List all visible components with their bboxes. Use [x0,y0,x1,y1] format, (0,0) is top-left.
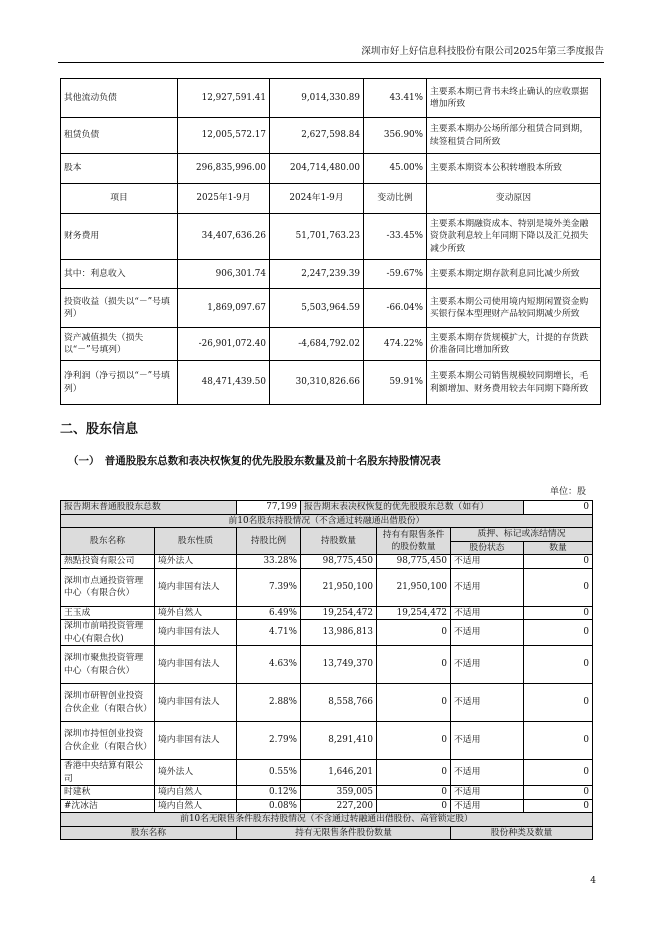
cell-pct: 45.00% [364,154,427,184]
holder-ratio: 4.71% [237,620,301,646]
col-holder-qty: 持股数量 [301,528,377,555]
cell-b: 51,701,763.23 [270,214,364,260]
holder-row [61,760,593,786]
change-table-row [61,289,601,328]
holder-name: 深圳市持恒创业投资合伙企业（有限合伙） [61,722,155,760]
holder-status: 不适用 [451,568,524,606]
cell-item: 资产减值损失（损失以“－”号填列） [61,328,178,361]
holder-status: 不适用 [451,786,524,800]
holder-nature: 境内非国有法人 [155,568,237,606]
holder-restricted: 0 [377,684,451,722]
holder-name: 熱點投資有限公司 [61,555,155,569]
holder-ratio: 4.63% [237,646,301,684]
holder-nature: 境外法人 [155,760,237,786]
holder-ratio: 0.55% [237,760,301,786]
holder-ratio: 6.49% [237,606,301,620]
holder-qty: 227,200 [301,799,377,813]
holder-name: 深圳市点通投资管理中心（有限合伙） [61,568,155,606]
holder-name: 时建秋 [61,786,155,800]
cell-pct: -59.67% [364,260,427,289]
holder-name: 香港中央结算有限公司 [61,760,155,786]
holder-status: 不适用 [451,606,524,620]
holder-ratio: 0.08% [237,799,301,813]
holder-count: 0 [524,555,593,569]
pref-holders-value: 0 [524,501,593,515]
holder-qty: 21,950,100 [301,568,377,606]
col-header-pct: 变动比例 [364,184,427,214]
cell-b: 2,247,239.39 [270,260,364,289]
holder-restricted: 0 [377,722,451,760]
cell-item: 净利润（净亏损以“－”号填列） [61,361,178,405]
holder-row [61,555,593,569]
total-holders-row [61,501,593,515]
col-unrestricted-name: 股东名称 [61,826,237,840]
col-holder-ratio: 持股比例 [237,528,301,555]
total-holders-value: 77,199 [237,501,301,515]
holder-nature: 境外自然人 [155,606,237,620]
holder-qty: 13,749,370 [301,646,377,684]
cell-pct: 474.22% [364,328,427,361]
holder-count: 0 [524,606,593,620]
change-table-row [61,260,601,289]
holder-nature: 境内非国有法人 [155,646,237,684]
holder-status: 不适用 [451,799,524,813]
holder-row [61,606,593,620]
holder-count: 0 [524,620,593,646]
top10-title: 前10名股东持股情况（不含通过转融通出借股份） [61,514,593,528]
holder-ratio: 2.79% [237,722,301,760]
holder-name: 深圳市研智创业投资合伙企业（有限合伙） [61,684,155,722]
col-header-a: 2025年1-9月 [178,184,270,214]
holder-name: #沈冰洁 [61,799,155,813]
holder-restricted: 0 [377,799,451,813]
cell-reason: 主要系本期融资成本、特别是境外美金融资贷款利息较上年同期下降以及汇兑损失减少所致 [427,214,601,260]
cell-pct: -66.04% [364,289,427,328]
col-holder-status: 股份状态 [451,541,524,555]
cell-a: 48,471,439.50 [178,361,270,405]
cell-pct: 59.91% [364,361,427,405]
holder-nature: 境内非国有法人 [155,684,237,722]
holder-nature: 境内自然人 [155,786,237,800]
holder-nature: 境内非国有法人 [155,722,237,760]
holder-restricted: 19,254,472 [377,606,451,620]
col-holder-nature: 股东性质 [155,528,237,555]
holder-status: 不适用 [451,646,524,684]
cell-a: 12,005,572.17 [178,118,270,154]
cell-item: 投资收益（损失以“－”号填列） [61,289,178,328]
cell-pct: -33.45% [364,214,427,260]
col-header-item: 项目 [61,184,178,214]
holder-count: 0 [524,646,593,684]
col-header-reason: 变动原因 [427,184,601,214]
cell-reason: 主要系本期存货规模扩大，计提的存货跌价准备同比增加所致 [427,328,601,361]
holder-restricted: 0 [377,646,451,684]
page-number: 4 [590,876,596,886]
cell-b: 2,627,598.84 [270,118,364,154]
holder-restricted: 0 [377,620,451,646]
cell-pct: 43.41% [364,79,427,118]
cell-item: 其中：利息收入 [61,260,178,289]
holder-name: 深圳市聚焦投资管理中心（有限合伙） [61,646,155,684]
cell-a: 12,927,591.41 [178,79,270,118]
change-table [60,78,601,405]
holder-row [61,620,593,646]
holder-restricted: 0 [377,786,451,800]
page-header: 深圳市好上好信息科技股份有限公司2025年第三季度报告 [58,44,604,63]
cell-reason: 主要系本期已背书未终止确认的应收票据增加所致 [427,79,601,118]
change-table-row [61,154,601,184]
holder-row [61,722,593,760]
cell-item: 财务费用 [61,214,178,260]
cell-b: 9,014,330.89 [270,79,364,118]
section-title: 二、股东信息 [60,422,139,437]
holder-qty: 1,646,201 [301,760,377,786]
cell-a: -26,901,072.40 [178,328,270,361]
holder-status: 不适用 [451,555,524,569]
change-table-row [61,79,601,118]
cell-reason: 主要系本期公司使用境内短期闲置资金购买银行保本型理财产品较同期减少所致 [427,289,601,328]
cell-item: 股本 [61,154,178,184]
holder-status: 不适用 [451,684,524,722]
holders-header-row [61,528,593,542]
holder-nature: 境内自然人 [155,799,237,813]
holder-count: 0 [524,799,593,813]
holder-count: 0 [524,760,593,786]
holder-qty: 98,775,450 [301,555,377,569]
cell-b: -4,684,792.02 [270,328,364,361]
holder-nature: 境内非国有法人 [155,620,237,646]
holder-row [61,799,593,813]
holder-name: 深圳市前哨投资管理中心(有限合伙) [61,620,155,646]
cell-b: 204,714,480.00 [270,154,364,184]
holder-row [61,684,593,722]
holder-row [61,568,593,606]
section-subtitle: （一） 普通股股东总数和表决权恢复的优先股股东数量及前十名股东持股情况表 [68,455,441,467]
holder-status: 不适用 [451,722,524,760]
holder-status: 不适用 [451,760,524,786]
cell-pct: 356.90% [364,118,427,154]
col-header-b: 2024年1-9月 [270,184,364,214]
holder-ratio: 7.39% [237,568,301,606]
total-holders-label: 报告期末普通股股东总数 [61,501,237,515]
cell-a: 1,869,097.67 [178,289,270,328]
cell-reason: 主要系本期公司销售规模较同期增长，毛利额增加、财务费用较去年同期下降所致 [427,361,601,405]
holder-restricted: 21,950,100 [377,568,451,606]
change-table-row [61,214,601,260]
holder-qty: 8,558,766 [301,684,377,722]
holder-restricted: 0 [377,760,451,786]
holder-qty: 359,005 [301,786,377,800]
cell-a: 296,835,996.00 [178,154,270,184]
pref-holders-label: 报告期末表决权恢复的优先股股东总数（如有） [301,501,524,515]
col-holder-name: 股东名称 [61,528,155,555]
cell-reason: 主要系本期定期存款利息同比减少所致 [427,260,601,289]
col-unrestricted-type: 股份种类及数量 [451,826,593,840]
change-table-row [61,328,601,361]
holder-row [61,786,593,800]
col-holder-restricted: 持有有限售条件的股份数量 [377,528,451,555]
col-unrestricted-qty: 持有无限售条件股份数量 [237,826,451,840]
unit-label: 单位：股 [549,487,586,497]
holder-row [61,646,593,684]
cell-a: 906,301.74 [178,260,270,289]
change-table-row [61,118,601,154]
col-holder-pledge: 质押、标记或冻结情况 [451,528,593,542]
holder-qty: 8,291,410 [301,722,377,760]
holder-status: 不适用 [451,620,524,646]
change-table-header [61,184,601,214]
shareholder-table [60,500,593,840]
holder-ratio: 2.88% [237,684,301,722]
holder-ratio: 33.28% [237,555,301,569]
cell-item: 其他流动负债 [61,79,178,118]
holder-ratio: 0.12% [237,786,301,800]
change-table-row [61,361,601,405]
cell-b: 5,503,964.59 [270,289,364,328]
holder-nature: 境外法人 [155,555,237,569]
holder-qty: 13,986,813 [301,620,377,646]
cell-a: 34,407,636.26 [178,214,270,260]
unrestricted-title: 前10名无限售条件股东持股情况（不含通过转融通出借股份、高管锁定股） [61,813,593,827]
holder-restricted: 98,775,450 [377,555,451,569]
holder-name: 王玉成 [61,606,155,620]
unrestricted-header-row [61,826,593,840]
holder-count: 0 [524,722,593,760]
holder-count: 0 [524,568,593,606]
cell-reason: 主要系本期资本公积转增股本所致 [427,154,601,184]
holder-count: 0 [524,786,593,800]
col-holder-count: 数量 [524,541,593,555]
holder-qty: 19,254,472 [301,606,377,620]
cell-reason: 主要系本期办公场所部分租赁合同到期，续签租赁合同所致 [427,118,601,154]
cell-item: 租赁负债 [61,118,178,154]
cell-b: 30,310,826.66 [270,361,364,405]
holder-count: 0 [524,684,593,722]
